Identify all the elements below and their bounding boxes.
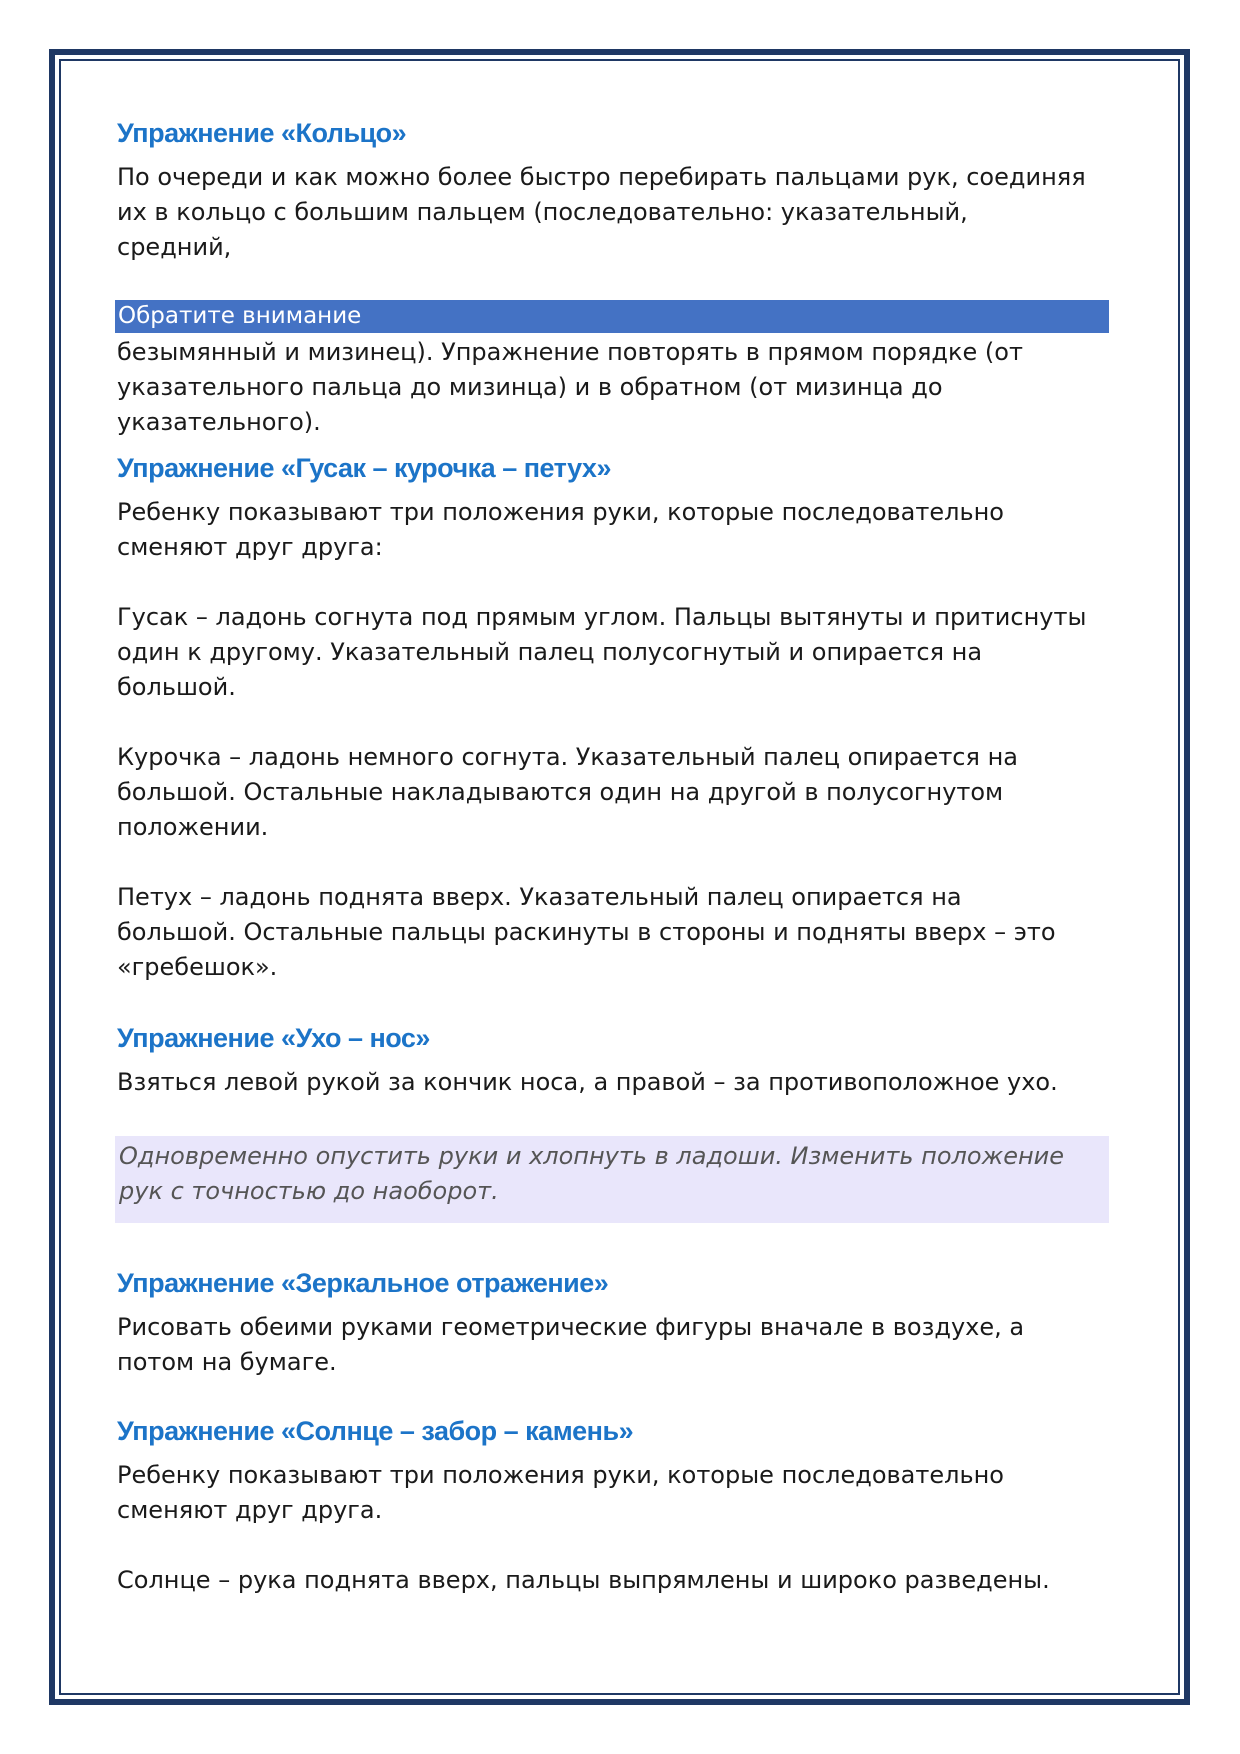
sun-paragraph xyxy=(117,1563,1111,1598)
rooster-line: большой. Остальные пальцы раскинуты в стороны и подняты вверх – это xyxy=(117,918,1056,946)
hen-paragraph xyxy=(117,740,1111,845)
ear-nose-line: Взяться левой рукой за кончик носа, а правой – за противоположное ухо. xyxy=(117,1068,1058,1096)
mirror-line: Рисовать обеими руками геометрические фигуры вначале в воздухе, а xyxy=(117,1313,1025,1341)
quote-box xyxy=(115,1136,1109,1223)
heading-sun: Упражнение «Солнце – забор – камень» xyxy=(117,1416,634,1446)
mirror-paragraph xyxy=(117,1310,1111,1380)
goose-intro-line: Ребенку показывают три положения руки, которые последовательно xyxy=(117,498,1004,526)
quote-line: рук с точностью до наоборот. xyxy=(119,1177,499,1205)
ring-line: средний, xyxy=(117,233,232,261)
note-line: указательного пальца до мизинца) и в обратном (от мизинца до xyxy=(117,373,943,401)
goose-intro-line: сменяют друг друга: xyxy=(117,533,383,561)
ring-paragraph xyxy=(117,160,1111,265)
goose-line: один к другому. Указательный палец полусогнутый и опирается на xyxy=(117,638,983,666)
hen-line: Курочка – ладонь немного согнута. Указательный палец опирается на xyxy=(117,743,1018,771)
note-line: безымянный и мизинец). Упражнение повторять в прямом порядке (от xyxy=(117,338,1023,366)
sun-line: Солнце – рука поднята вверх, пальцы выпрямлены и широко разведены. xyxy=(117,1566,1050,1594)
ring-line: По очереди и как можно более быстро перебирать пальцами рук, соединяя xyxy=(117,163,1086,191)
note-paragraph xyxy=(117,335,1111,440)
ring-line: их в кольцо с большим пальцем (последовательно: указательный, xyxy=(117,198,968,226)
rooster-line: Петух – ладонь поднята вверх. Указательный палец опирается на xyxy=(117,883,962,911)
note-label-bar: Обратите внимание xyxy=(115,300,1109,333)
sun-intro-line: Ребенку показывают три положения руки, которые последовательно xyxy=(117,1461,1004,1489)
heading-goose: Упражнение «Гусак – курочка – петух» xyxy=(117,453,611,483)
goose-intro xyxy=(117,495,1111,565)
quote-line: Одновременно опустить руки и хлопнуть в ладоши. Изменить положение xyxy=(119,1142,1065,1170)
goose-line: Гусак – ладонь согнута под прямым углом. Пальцы вытянуты и притиснуты xyxy=(117,603,1087,631)
ear-nose-paragraph xyxy=(117,1065,1111,1100)
quote-text xyxy=(119,1139,1064,1209)
hen-line: положении. xyxy=(117,813,269,841)
sun-intro-line: сменяют друг друга. xyxy=(117,1496,383,1524)
rooster-paragraph xyxy=(117,880,1111,985)
sun-intro xyxy=(117,1458,1111,1528)
goose-paragraph xyxy=(117,600,1111,705)
hen-line: большой. Остальные накладываются один на другой в полусогнутом xyxy=(117,778,1004,806)
rooster-line: «гребешок». xyxy=(117,953,278,981)
note-line: указательного). xyxy=(117,408,321,436)
heading-ear-nose: Упражнение «Ухо – нос» xyxy=(117,1023,430,1053)
mirror-line: потом на бумаге. xyxy=(117,1348,337,1376)
heading-mirror: Упражнение «Зеркальное отражение» xyxy=(117,1268,609,1298)
goose-line: большой. xyxy=(117,673,236,701)
heading-ring: Упражнение «Кольцо» xyxy=(117,118,407,148)
